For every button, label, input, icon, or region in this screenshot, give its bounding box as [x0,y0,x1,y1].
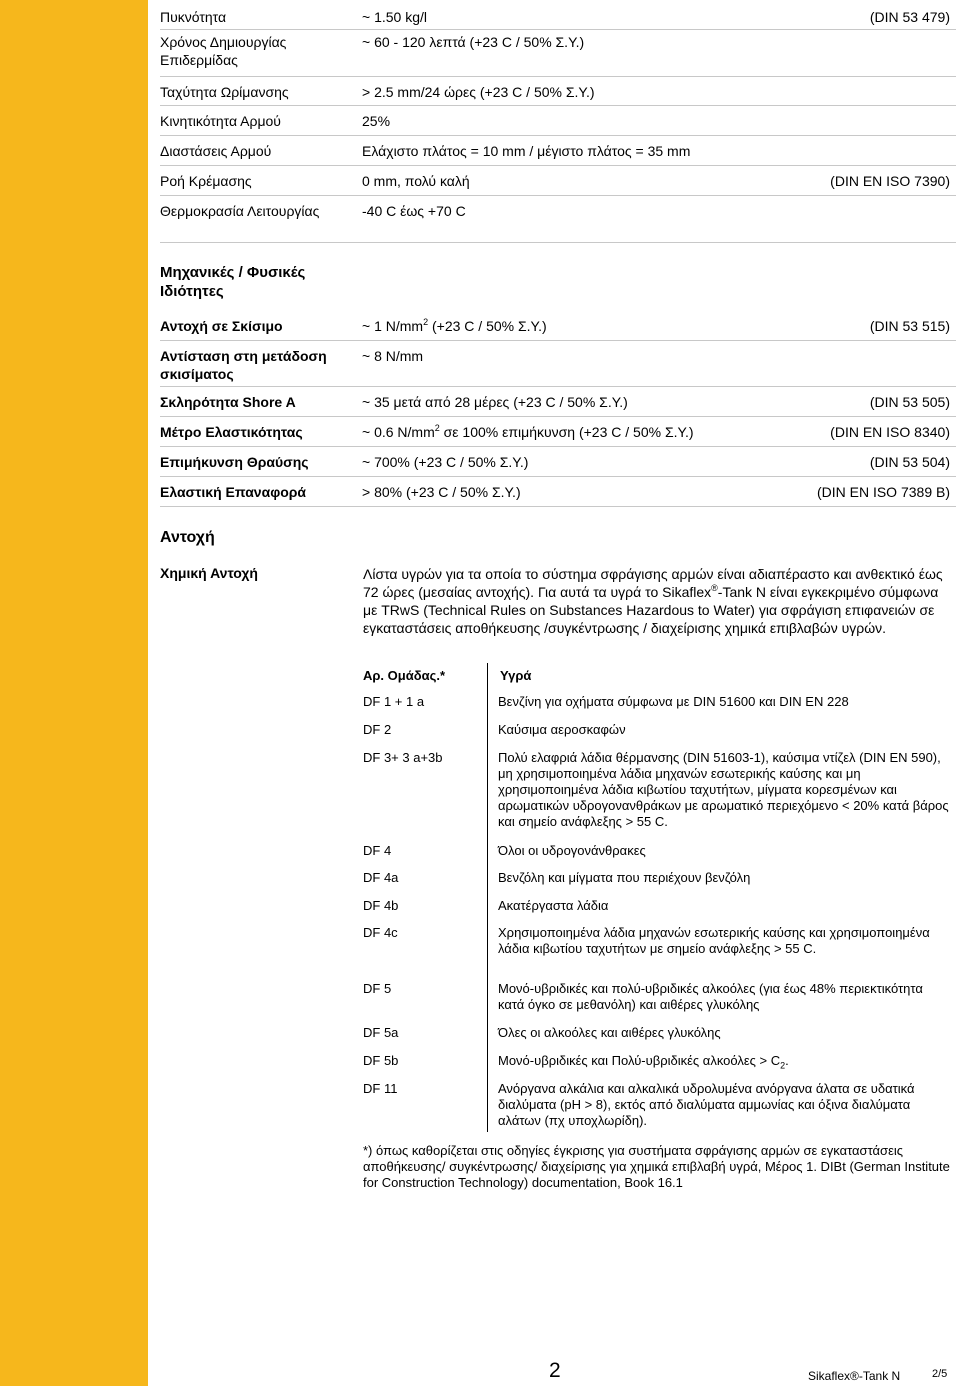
table-row [360,920,953,976]
footer-product-name: Sikaflex®-Tank N [808,1369,901,1383]
prop-standard: (DIN 53 515) [869,318,950,334]
table-header-group: Αρ. Ομάδας.* [360,663,488,689]
prop-value: ~ 700% (+23 C / 50% Σ.Υ.) [362,454,529,470]
prop-label: Ελαστική Επαναφορά [160,484,307,500]
df-group-table [360,663,953,1132]
prop-value: 0 mm, πολύ καλή [362,173,470,189]
prop-label: Αντίσταση στη μετάδοση σκισίματος [160,348,327,382]
group-cell: DF 4c [360,920,488,976]
prop-row-cure-speed [160,77,956,106]
footer-page-fraction: 2/5 [932,1368,948,1380]
table-header-row [360,663,953,689]
prop-row-shore [160,387,956,417]
prop-row-tensile [160,312,956,341]
table-footnote: *) όπως καθορίζεται στις οδηγίες έγκρισης για συστήματα σφράγισης αρμών σε εγκαταστάσεις αποθήκευσης/ συγκέντρωσης/ διαχείρισης για χημικά επιβλαβή υγρά, Μέρος 1. DIBt (German Institute for Construction Technology) documentation, Book 16.1 [363,1143,950,1190]
group-cell: DF 5b [360,1048,488,1076]
table-row [360,745,953,838]
prop-value: Ελάχιστο πλάτος = 10 mm / μέγιστο πλάτος = 35 mm [362,143,691,159]
table-row [360,689,953,717]
group-cell: DF 2 [360,717,488,745]
prop-standard: (DIN 53 479) [869,9,950,25]
chemical-resistance-description: Λίστα υγρών για τα οποία το σύστημα σφράγισης αρμών είναι αδιαπέραστο και ανθεκτικό έως 72 ώρες (μεσαίας αντοχής). Για αυτά τα υγρά το Sikaflex®-Tank N είναι εγκεκριμένο σύμφωνα με TRwS (Technical Rules on Substances Hazardous to Water) για σφράγιση επιφανειών σε εγκαταστάσεις αποθήκευσης /συγκέντρωσης / διαχείρισης χημικά επιβλαβών υγρών. [363,566,943,636]
liquid-cell: Χρησιμοποιημένα λάδια μηχανών εσωτερικής καύσης και χρησιμοποιημένα λάδια κιβωτίου ταχυτήτων με σημείο ανάφλεξης > 55 C. [498,925,930,956]
prop-row-sag-flow [160,166,956,196]
prop-standard: (DIN 53 505) [869,394,950,410]
table-row [360,838,953,865]
table-row [360,865,953,893]
group-cell: DF 11 [360,1076,488,1132]
group-cell: DF 1 + 1 a [360,689,488,717]
prop-label: Χρόνος Δημιουργίας Επιδερμίδας [160,34,287,68]
liquid-cell: Μονό-υβριδικές και Πολύ-υβριδικές $\alpha\lambda\kappa oό\lambda\varepsilon\varsigma > C_2$. [498,1053,789,1071]
group-cell: DF 5a [360,1020,488,1048]
section-title-mechanical: Μηχανικές / Φυσικές Ιδιότητες [160,264,306,300]
group-cell: DF 3+ 3 a+3b [360,745,488,838]
prop-value: -40 C έως +70 C [362,203,466,219]
liquid-cell: Όλες οι αλκοόλες και αιθέρες γλυκόλης [498,1025,721,1040]
prop-row-density [160,0,956,30]
liquid-cell: Όλοι οι υδρογονάνθρακες [498,843,646,858]
group-cell: DF 4b [360,893,488,920]
prop-row-tear [160,341,956,387]
prop-label: Αντοχή σε Σκίσιμο [160,318,283,334]
prop-value: ~ 1.50 kg/l [362,9,427,25]
prop-row-service-temp [160,196,956,243]
liquid-cell: Βενζόλη και μίγματα που περιέχουν βενζόλη [498,870,751,885]
liquid-cell: Μονό-υβριδικές και πολύ-υβριδικές αλκοόλες (για έως 48% περιεκτικότητα κατά όγκο σε μεθανόλη) και αιθέρες γλυκόλης [498,981,923,1012]
table-row [360,893,953,920]
group-cell: DF 4 [360,838,488,865]
prop-row-joint-dimensions [160,136,956,166]
table-row [360,1020,953,1048]
prop-value: ~ 60 - 120 λεπτά (+23 C / 50% Σ.Υ.) [362,34,585,50]
group-cell: DF 5 [360,976,488,1020]
prop-value: ~ 0.6 $N/mm^2$ σε 100% επιμήκυνση (+23 C / 50% Σ.Υ.) [362,423,694,440]
prop-standard: (DIN EN ISO 7389 B) [816,484,950,500]
prop-row-modulus [160,417,956,447]
prop-value: ~ 8 N/mm [362,348,424,364]
liquid-cell: Βενζίνη για οχήματα σύμφωνα με DIN 51600 και DIN EN 228 [498,694,849,709]
prop-label: Μέτρο Ελαστικότητας [160,424,303,440]
table-row [360,717,953,745]
chemical-resistance-label: Χημική Αντοχή [160,565,258,581]
prop-label: Ροή Κρέμασης [160,173,252,189]
table-row [360,1048,953,1076]
group-cell: DF 4a [360,865,488,893]
liquid-cell: Καύσιμα αεροσκαφών [498,722,626,737]
prop-label: Κινητικότητα Αρμού [160,113,281,129]
prop-standard: (DIN EN ISO 8340) [830,424,950,440]
prop-label: Διαστάσεις Αρμού [160,143,272,159]
prop-value: ~ 35 μετά από 28 μέρες (+23 C / 50% Σ.Υ.) [362,394,628,410]
prop-label: Σκληρότητα Shore A [160,394,296,410]
page-number: 2 [549,1359,561,1382]
prop-label: Πυκνότητα [160,9,227,25]
liquid-cell: Πολύ ελαφριά λάδια θέρμανσης (DIN 51603-1), καύσιμα ντίζελ (DIN EN 590), μη χρησιμοποιημένα λάδια μηχανών εσωτερικής καύσης και μη χρησιμοποιημένα λάδια κιβωτίου ταχυτήτων, μίγματα κορεσμένων και αρωματικών υδρογονανθράκων με αρωματικό περιεχόμενο < 20% κατά βάρος και σημείο ανάφλεξης > 55 C. [498,750,949,829]
prop-value: > 2.5 mm/24 ώρες (+23 C / 50% Σ.Υ.) [362,84,595,100]
table-header-liquids: Υγρά [500,668,532,683]
prop-row-elongation [160,447,956,477]
prop-row-joint-movement [160,106,956,136]
prop-value: 25% [362,113,391,129]
liquid-cell: Ανόργανα αλκάλια και αλκαλικά υδρολυμένα ανόργανα άλατα σε υδατικά διαλύματα (pH > 8), εκτός από διαλύματα αμμωνίας και όξινα διαλύματα αλάτων (πχ υποχλωρίδη). [498,1081,915,1128]
prop-value: ~ 1 $N/mm^2$ (+23 C / 50% Σ.Υ.) [362,317,547,334]
section-title-resistance: Αντοχή [160,529,215,546]
prop-label: Επιμήκυνση Θραύσης [160,454,309,470]
prop-value: > 80% (+23 C / 50% Σ.Υ.) [362,484,521,500]
prop-row-skin-time [160,30,956,77]
table-row [360,1076,953,1132]
prop-label: Ταχύτητα Ωρίμανσης [160,84,289,100]
prop-label: Θερμοκρασία Λειτουργίας [160,203,320,219]
content-area [160,0,956,547]
prop-standard: (DIN 53 504) [869,454,950,470]
prop-standard: (DIN EN ISO 7390) [830,173,950,189]
table-row [360,976,953,1020]
prop-row-recovery [160,477,956,507]
yellow-sidebar [0,0,148,1386]
liquid-cell: Ακατέργαστα λάδια [498,898,609,913]
